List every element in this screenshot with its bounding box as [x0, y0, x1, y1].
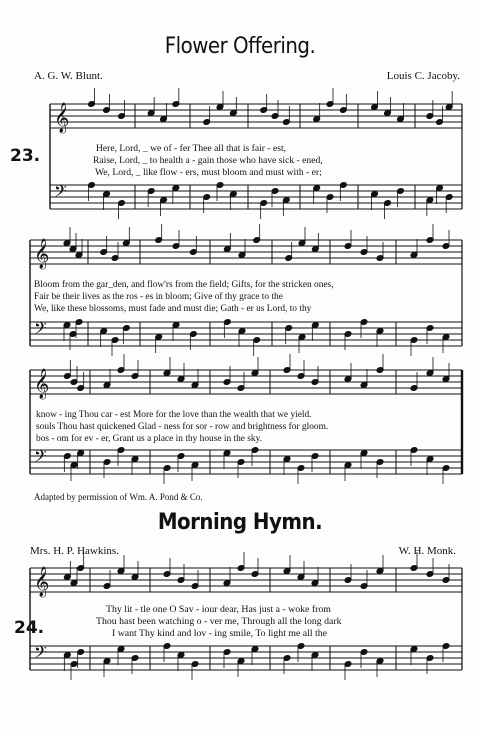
lyric-line: We, like these blossoms, must fade and must die; Gath - er us Lord, to thy — [34, 304, 312, 314]
svg-text:𝄢: 𝄢 — [54, 181, 67, 205]
lyric-line: We, Lord, _ like flow - ers, must bloom and must with - er; — [95, 167, 322, 178]
svg-text:𝄞: 𝄞 — [54, 103, 70, 133]
credit-line: Adapted by permission of Wm. A. Pond & Co. — [34, 492, 203, 502]
lyric-line: Raise, Lord, _ to health a - gain those who have sick - ened, — [93, 155, 323, 166]
lyric-line: souls Thou hast quickened Glad - ness for sor - row and brightness for gloom. — [36, 422, 329, 432]
lyric-line: bos - om for ev - er, Grant us a place in thy house in the sky. — [36, 434, 263, 444]
hymn-number-2: 24. — [14, 618, 45, 638]
lyricist-2: Mrs. H. P. Hawkins. — [30, 545, 119, 557]
lyricist: A. G. W. Blunt. — [34, 70, 103, 82]
lyric-line: I want Thy kind and lov - ing smile, To light me all the — [112, 628, 328, 639]
svg-text:𝄢: 𝄢 — [34, 318, 47, 342]
lyric-line: Thy lit - tle one O Sav - iour dear, Has just a - woke from — [106, 604, 331, 615]
svg-text:𝄞: 𝄞 — [34, 567, 50, 597]
lyric-line: Fair be their lives as the ros - es in bloom; Give of thy grace to the — [34, 292, 283, 302]
lyric-line: know - ing Thou car - est More for the love than the wealth that we yield. — [36, 410, 312, 420]
svg-text:𝄞: 𝄞 — [34, 239, 50, 269]
hymn-title-2: Morning Hymn. — [157, 510, 323, 535]
lyric-line: Bloom from the gar_den, and flow'rs from the field; Gifts, for the stricken ones, — [34, 280, 334, 290]
svg-text:𝄢: 𝄢 — [34, 446, 47, 470]
lyric-line: Thou hast been watching o - ver me, Through all the long dark — [96, 616, 342, 627]
svg-text:𝄞: 𝄞 — [34, 369, 50, 399]
composer-2: W. H. Monk. — [398, 545, 456, 557]
hymn-number: 23. — [10, 146, 41, 166]
svg-text:𝄢: 𝄢 — [34, 642, 47, 666]
lyric-line: Here, Lord, _ we of - fer Thee all that is fair - est, — [96, 143, 287, 154]
composer: Louis C. Jacoby. — [386, 70, 460, 82]
hymn-title: Flower Offering. — [164, 34, 316, 59]
